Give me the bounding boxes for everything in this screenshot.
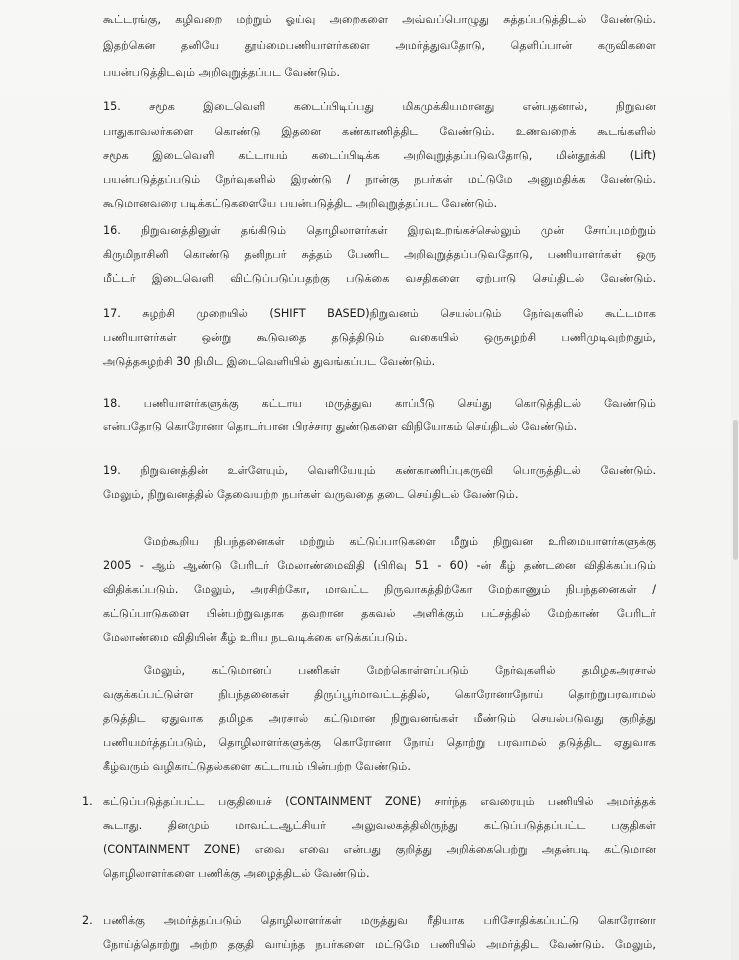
scrollbar-thumb[interactable] — [733, 420, 738, 560]
document-line: மேற்கூறிய நிபந்தனைகள் மற்றும் கட்டுப்பாடுகளை மீறும் நிறுவன உரிமையாளர்களுக்கு — [144, 535, 656, 548]
document-line: கூடுமானவரை படிக்கட்டுகளையே பயன்படுத்திட அறிவுறுத்தப்பட வேண்டும். — [103, 197, 498, 210]
document-line: நோய்த்தொற்று அற்ற தகுதி வாய்ந்த நபர்களை மட்டுமே பணியில் அமர்த்திட வேண்டும். மேலும், — [103, 938, 656, 951]
document-line: 2005 - ஆம் ஆண்டு பேரிடர் மேலாண்மைவிதி (பிரிவு 51 - 60) -ன் கீழ் தண்டனை விதிக்கப்படும் — [103, 559, 656, 572]
document-line: மீட்டர் இடைவெளி விட்டுப்படுப்பதற்கு படுக்கை வசதிகளை ஏற்பாடு செய்திடல் வேண்டும். — [103, 272, 656, 285]
document-line: என்பதோடு கொரோனா தொடர்பான பிரச்சார துண்டுகளை விநியோகம் செய்திடல் வேண்டும். — [103, 420, 578, 433]
document-line: கூடாது. தினமும் மாவட்டஆட்சியர் அலுவலகத்திலிருந்து கட்டுப்படுத்தப்பட்ட பகுதிகள் — [103, 819, 656, 832]
document-line: பணிக்கு அமர்த்தப்படும் தொழிலாளர்கள் மருத்துவ ரீதியாக பரிசோதிக்கப்பட்டு கொரோனா — [103, 914, 656, 927]
document-line: சமூக இடைவெளி கட்டாயம் கடைப்பிடிக்க அறிவுறுத்தப்படுவதோடு, மின்தூக்கி (Lift) — [103, 149, 656, 162]
document-line: வகுக்கப்பட்டுள்ள நிபந்தனைகள் திருப்பூர்மாவட்டத்தில், கொரோனாநோய் தொற்றுபரவாமல் — [103, 688, 656, 701]
document-line: தடுத்திட ஏதுவாக தமிழக அரசால் கட்டுமான நிறுவனங்கள் மீண்டும் செயல்படுவது குறித்து — [103, 712, 656, 725]
document-line: அடுத்தசுழற்சி 30 நிமிட இடைவெளியில் துவங்கப்பட வேண்டும். — [103, 355, 436, 368]
document-line: விதிக்கப்படும். மேலும், அரசிற்கோ, மாவட்ட நிருவாகத்திற்கோ மேற்காணும் நிபந்தனைகள் / — [103, 583, 656, 596]
document-line: 2. — [82, 914, 93, 927]
document-line: 18. பணியாளர்களுக்கு கட்டாய மருத்துவ காப்பீடு செய்து கொடுத்திடல் வேண்டும் — [103, 397, 656, 410]
document-line: மேலும், நிறுவனத்தில் தேவையற்ற நபர்கள் வருவதை தடை செய்திடல் வேண்டும். — [103, 488, 519, 501]
document-line: 19. நிறுவனத்தின் உள்ளேயும், வெளியேயும் கண்காணிப்புகருவி பொருத்திடல் வேண்டும். — [103, 464, 656, 477]
document-line: பணியமர்த்தப்படும், தொழிலாளர்களுக்கு கொரோனா நோய் தொற்று பரவாமல் தடுத்திட ஏதுவாக — [103, 736, 656, 749]
document-line: கட்டுப்படுத்தப்பட்ட பகுதியைச் (CONTAINMENT ZONE) சார்ந்த எவரையும் பணியில் அமர்த்தக் — [103, 795, 656, 808]
document-line: 1. — [82, 795, 93, 808]
document-line: தொழிலாளர்களை பணிக்கு அழைத்திடல் வேண்டும். — [103, 867, 370, 880]
document-line: பாதுகாவலர்களை கொண்டு இதனை கண்காணித்திட வேண்டும். உணவறைக் கூடங்களில் — [103, 125, 656, 138]
document-line: பயன்படுத்தப்படும் நேர்வுகளில் இரண்டு / நான்கு நபர்கள் மட்டுமே அனுமதிக்க வேண்டும். — [103, 173, 656, 186]
document-line: கூட்டரங்கு, கழிவறை மற்றும் ஓய்வு அறைகளை அவ்வப்பொழுது சுத்தப்படுத்திடல் வேண்டும். — [103, 13, 656, 26]
document-line: மேலும், கட்டுமானப் பணிகள் மேற்கொள்ளப்படும் நேர்வுகளில் தமிழகஅரசால் — [144, 664, 656, 677]
document-line: இதற்கென தனியே தூய்மைபணியாளர்களை அமர்த்துவதோடு, தெளிப்பான் கருவிகளை — [103, 39, 656, 52]
document-line: 15. சமூக இடைவெளி கடைப்பிடிப்பது மிகமுக்கியமானது என்பதனால், நிறுவன — [103, 100, 656, 113]
document-line: (CONTAINMENT ZONE) எவை எவை என்பது குறித்து அறிக்கைபெற்று அதன்படி கட்டுமான — [103, 843, 656, 856]
document-line: கிருமிநாசினி கொண்டு தனிநபர் சுத்தம் பேணிட அறிவுறுத்தப்படுவதோடு, பணியாளர்கள் ஒரு — [103, 248, 656, 261]
document-line: 17. சுழற்சி முறையில் (SHIFT BASED)நிறுவனம் செயல்படும் நேர்வுகளில் கூட்டமாக — [103, 307, 656, 320]
document-line: கட்டுப்பாடுகளை பின்பற்றுவதாக தவறான தகவல் அளிக்கும் பட்சத்தில் மேற்காண் பேரிடர் — [103, 607, 656, 620]
document-line: மேலாண்மை விதியின் கீழ் உரிய நடவடிக்கை எடுக்கப்படும். — [103, 631, 408, 644]
document-line: கீழ்வரும் வழிகாட்டுதல்களை கட்டாயம் பின்பற்ற வேண்டும். — [103, 760, 411, 773]
document-line: பணியாளர்கள் ஒன்று கூடுவதை தடுத்திடும் வகையில் ஒருசுழற்சி பணிமுடிவுற்றதும், — [103, 331, 656, 344]
document-line: பயன்படுத்திடவும் அறிவுறுத்தப்பட வேண்டும். — [103, 66, 340, 79]
document-line: 16. நிறுவனத்தினுள் தங்கிடும் தொழிலாளர்கள் இரவுஉறங்கச்செல்லும் முன் சோப்புமற்றும் — [103, 224, 656, 237]
